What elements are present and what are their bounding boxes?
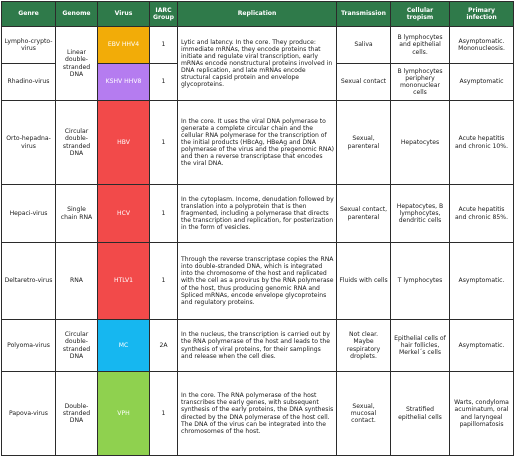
genome-cell: Single chain RNA [56,185,98,243]
iarc-cell: 1 [150,372,178,456]
transmission-cell: Sexual, parenteral [337,101,391,185]
genome-cell: Circular double-stranded DNA [56,101,98,185]
transmission-cell: Not clear. Maybe respiratory droplets. [337,320,391,372]
replication-cell: In the nucleus, the transcription is carried out by the RNA polymerase of the host and leads to the synthesis of viral proteins, for their samplings and release when the cell dies. [178,320,337,372]
iarc-cell: 1 [150,185,178,243]
genre-cell: Orto-hepadna-virus [2,101,56,185]
infection-cell: Acute hepatitis and chronic 85%. [450,185,514,243]
table-row [2,27,514,64]
transmission-cell: Sexual, mucosal contact. [337,372,391,456]
transmission-cell: Sexual contact [337,64,391,101]
iarc-cell: 1 [150,243,178,320]
iarc-cell: 1 [150,27,178,64]
table-row [2,372,514,456]
table-row [2,243,514,320]
replication-cell: In the core. The RNA polymerase of the host transcribes the early genes, with subsequent synthesis of the early proteins, the DNA synthesis directed by the DNA polymerase of the host cell. The DNA of the virus can be integrated into the chromosomes of the host. [178,372,337,456]
iarc-cell: 1 [150,101,178,185]
genre-cell: Papova-virus [2,372,56,456]
header-replication: Replication [178,2,337,27]
virus-cell: HBV [98,101,150,185]
tropism-cell: Epithelial cells of hair follicles, Merkel´s cells [391,320,450,372]
header-genre: Genre [2,2,56,27]
genre-cell: Polyoma-virus [2,320,56,372]
table-body [2,27,514,456]
virus-cell: VPH [98,372,150,456]
genre-cell: Lympho-crypto-virus [2,27,56,64]
genome-cell: Linear double-stranded DNA [56,27,98,101]
genome-cell: Double-stranded DNA [56,372,98,456]
table-row [2,101,514,185]
replication-cell: Through the reverse transcriptase copies the RNA into double-stranded DNA, which is integrated into the chromosome of the host and replicated with the cell as a provirus by the RNA polymerase of the host, thus producing genomic RNA and Spliced mRNAs, encode envelope glycoproteins and regulatory proteins. [178,243,337,320]
header-genome: Genome [56,2,98,27]
tropism-cell: B lymphocytes periphery mononuclear cells [391,64,450,101]
tropism-cell: B lymphocytes and epithelial cells. [391,27,450,64]
infection-cell: Asymptomatic. [450,320,514,372]
tropism-cell: Hepatocytes [391,101,450,185]
header-cellular-tropism: Cellular tropism [391,2,450,27]
replication-cell: In the core. It uses the viral DNA polymerase to generate a complete circular chain and the cellular RNA polymerase for the transcription of the initial products (HBcAg, HBeAg and DNA polymerase of the virus and the pregenomic RNA) and then a reverse transcriptase that encodes the viral DNA. [178,101,337,185]
infection-cell: Warts, condyloma acuminatum, oral and laryngeal papillomatosis [450,372,514,456]
header-virus: Virus [98,2,150,27]
tropism-cell: Hepatocytes, B lymphocytes, dendritic cells [391,185,450,243]
iarc-cell: 1 [150,64,178,101]
infection-cell: Asymptomatic. [450,243,514,320]
replication-cell: In the cytoplasm. Income, denudation followed by translation into a polyprotein that is then fragmented, including a polymerase that directs the transcription and replication, for posterization in the form of vesicles. [178,185,337,243]
tropism-cell: T lymphocytes [391,243,450,320]
transmission-cell: Sexual contact, parenteral [337,185,391,243]
transmission-cell: Saliva [337,27,391,64]
transmission-cell: Fluids with cells [337,243,391,320]
virus-cell: MC [98,320,150,372]
infection-cell: Asymptomatic. Mononucleosis. [450,27,514,64]
virus-cell: HCV [98,185,150,243]
iarc-cell: 2A [150,320,178,372]
genre-cell: Rhadino-virus [2,64,56,101]
genre-cell: Hepaci-virus [2,185,56,243]
header-row [2,2,514,27]
header-primary-infection: Primary infection [450,2,514,27]
infection-cell: Asymptomatic [450,64,514,101]
table-header [2,2,514,27]
virus-cell: EBV HHV4 [98,27,150,64]
table-row [2,320,514,372]
genome-cell: Circular double-stranded DNA [56,320,98,372]
virus-table [1,1,514,456]
tropism-cell: Stratified epithelial cells [391,372,450,456]
genre-cell: Deltaretro-virus [2,243,56,320]
header-iarc-group: IARC Group [150,2,178,27]
header-transmission: Transmission [337,2,391,27]
virus-cell: HTLV1 [98,243,150,320]
replication-cell: Lytic and latency. In the core. They produce: immediate mRNAs, they encode proteins that initiate and regulate viral transcription, early mRNAs encode nonstructural proteins involved in DNA replication, and late mRNAs encode structural capsid protein and envelope glycoproteins. [178,27,337,101]
virus-cell: KSHV HHV8 [98,64,150,101]
table-row [2,185,514,243]
genome-cell: RNA [56,243,98,320]
infection-cell: Acute hepatitis and chronic 10%. [450,101,514,185]
